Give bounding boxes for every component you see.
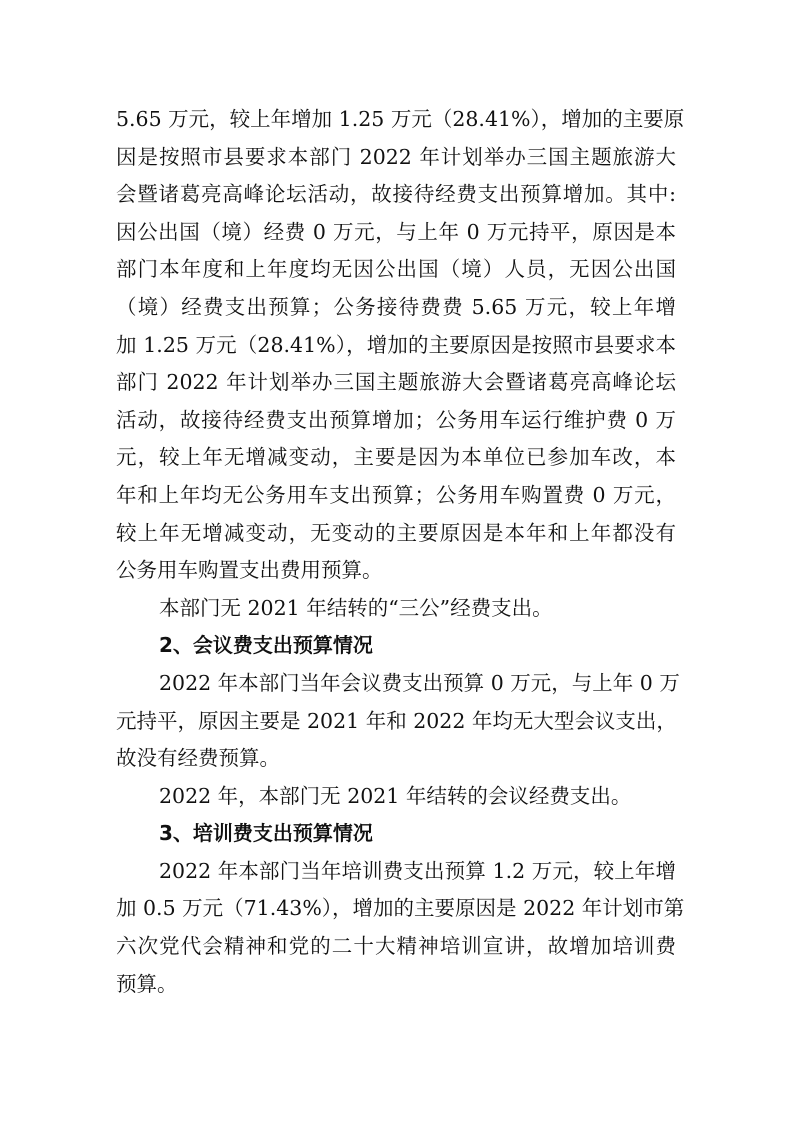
paragraph-training-expenses: [116, 853, 685, 1003]
text-line: 部门 2022 年计划举办三国主题旅游大会暨诸葛亮高峰论坛: [116, 370, 676, 395]
text-line: 元，较上年无增减变动，主要是因为本单位已参加车改，本: [116, 445, 676, 470]
document-body: [116, 101, 685, 1003]
text-line: （境）经费支出预算；公务接待费费 5.65 万元，较上年增: [116, 294, 676, 319]
text-line: 2022 年本部门当年会议费支出预算 0 万元，与上年 0 万: [159, 670, 680, 695]
text-line: 2022 年本部门当年培训费支出预算 1.2 万元，较上年增: [159, 858, 676, 883]
text-line: 因公出国（境）经费 0 万元，与上年 0 万元持平，原因是本: [116, 219, 676, 244]
text-line: 5.65 万元，较上年增加 1.25 万元（28.41%），增加的主要原: [116, 107, 685, 131]
text-line: 预算。: [116, 971, 178, 996]
text-line: 因是按照市县要求本部门 2022 年计划举办三国主题旅游大: [116, 144, 676, 169]
text-line: 加 1.25 万元（28.41%），增加的主要原因是按照市县要求本: [116, 332, 676, 357]
paragraph-carryover-three-public: 本部门无 2021 年结转的“三公”经费支出。: [159, 595, 553, 620]
paragraph-meeting-expenses: [116, 665, 680, 778]
text-line: 部门本年度和上年度均无因公出国（境）人员，无因公出国: [116, 257, 676, 282]
section-heading-meeting-expenses: 2、会议费支出预算情况: [159, 633, 373, 658]
text-line: 故没有经费预算。: [116, 746, 280, 771]
text-line: 公务用车购置支出费用预算。: [116, 558, 383, 583]
text-line: 活动，故接待经费支出预算增加；公务用车运行维护费 0 万: [116, 407, 676, 432]
text-line: 年和上年均无公务用车支出预算；公务用车购置费 0 万元，: [116, 482, 676, 507]
text-line: 较上年无增减变动，无变动的主要原因是本年和上年都没有: [116, 520, 676, 545]
paragraph-three-public-expenses: [116, 101, 685, 590]
text-line: 六次党代会精神和党的二十大精神培训宣讲，故增加培训费: [116, 934, 676, 959]
text-line: 元持平，原因主要是 2021 年和 2022 年均无大型会议支出，: [116, 708, 677, 733]
text-line: 会暨诸葛亮高峰论坛活动，故接待经费支出预算增加。其中:: [116, 182, 676, 207]
paragraph-carryover-meeting: 2022 年，本部门无 2021 年结转的会议经费支出。: [159, 783, 632, 808]
text-line: 加 0.5 万元（71.43%），增加的主要原因是 2022 年计划市第: [116, 896, 685, 921]
section-heading-training-expenses: 3、培训费支出预算情况: [159, 821, 373, 846]
